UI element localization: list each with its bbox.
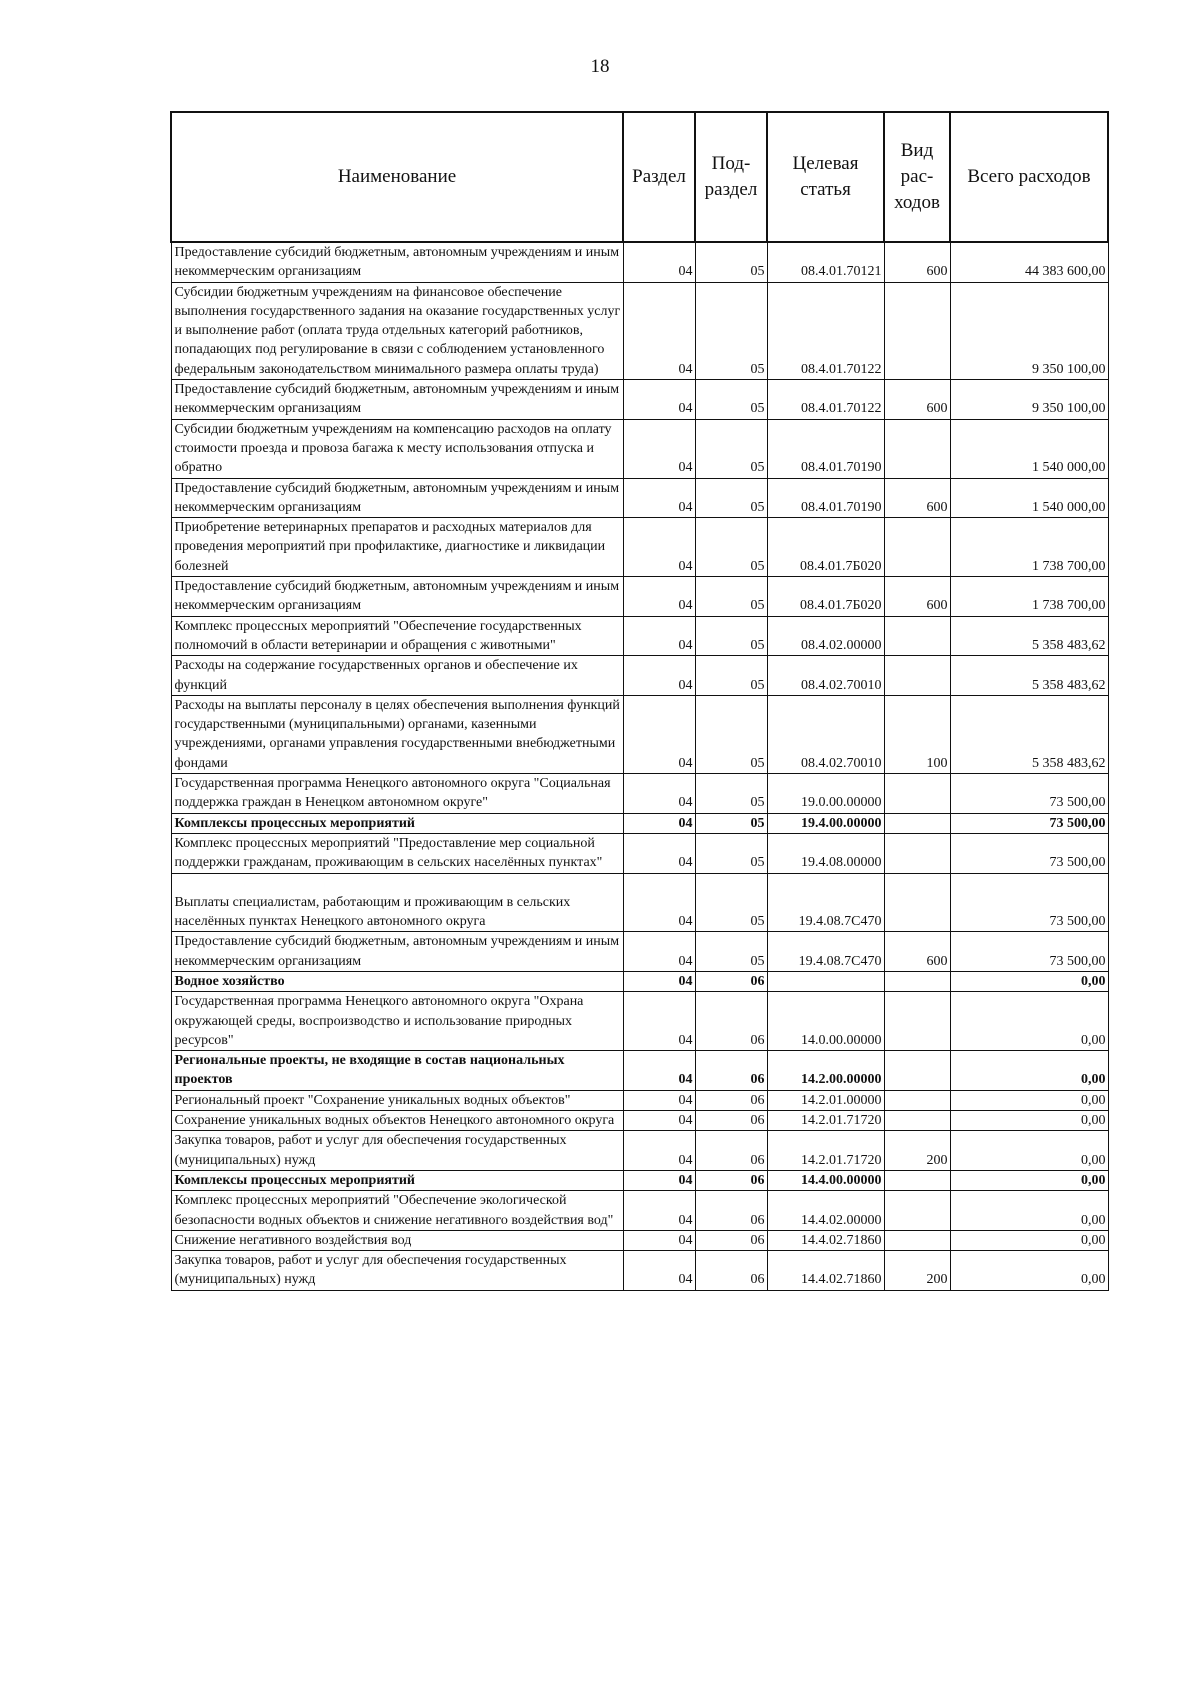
cell-subsection: 06 [695,971,767,991]
cell-subsection: 05 [695,656,767,696]
cell-subsection: 05 [695,774,767,814]
cell-section: 04 [623,656,695,696]
cell-section: 04 [623,1170,695,1190]
table-row [171,1251,1108,1291]
cell-total: 9 350 100,00 [950,380,1108,420]
cell-total: 0,00 [950,1251,1108,1291]
cell-total: 44 383 600,00 [950,242,1108,282]
cell-name: Государственная программа Ненецкого автономного округа "Социальная поддержка граждан в Ненецком автономном округе" [171,774,623,814]
cell-section: 04 [623,616,695,656]
cell-expense-type: 600 [884,242,950,282]
cell-total: 0,00 [950,1170,1108,1190]
cell-subsection: 06 [695,1090,767,1110]
cell-subsection: 06 [695,1051,767,1091]
cell-expense-type: 100 [884,695,950,773]
table-row [171,971,1108,991]
header-subsection: Под- раздел [695,112,767,242]
table-row [171,1111,1108,1131]
cell-total: 0,00 [950,971,1108,991]
cell-total: 1 540 000,00 [950,478,1108,518]
cell-target-article: 14.4.02.71860 [767,1230,884,1250]
cell-expense-type [884,971,950,991]
cell-section: 04 [623,1051,695,1091]
cell-name: Региональные проекты, не входящие в состав национальных проектов [171,1051,623,1091]
cell-section: 04 [623,1131,695,1171]
cell-name: Выплаты специалистам, работающим и проживающим в сельских населённых пунктах Ненецкого автономного округа [171,873,623,932]
table-row [171,813,1108,833]
cell-subsection: 06 [695,992,767,1051]
cell-name: Водное хозяйство [171,971,623,991]
cell-expense-type [884,833,950,873]
cell-total: 0,00 [950,1191,1108,1231]
cell-expense-type: 200 [884,1131,950,1171]
cell-expense-type [884,282,950,379]
cell-section: 04 [623,518,695,577]
cell-target-article: 14.2.01.00000 [767,1090,884,1110]
table-row [171,380,1108,420]
table-row [171,1191,1108,1231]
cell-section: 04 [623,833,695,873]
cell-name: Предоставление субсидий бюджетным, автономным учреждениям и иным некоммерческим организациям [171,242,623,282]
table-row [171,1170,1108,1190]
cell-total: 1 738 700,00 [950,518,1108,577]
cell-expense-type [884,1230,950,1250]
cell-target-article: 08.4.01.7Б020 [767,577,884,617]
cell-section: 04 [623,992,695,1051]
cell-target-article: 19.4.08.7С470 [767,932,884,972]
cell-expense-type [884,656,950,696]
cell-subsection: 05 [695,616,767,656]
cell-name: Комплексы процессных мероприятий [171,1170,623,1190]
cell-target-article: 19.4.08.00000 [767,833,884,873]
cell-total: 0,00 [950,992,1108,1051]
table-row [171,242,1108,282]
cell-target-article: 08.4.01.70122 [767,380,884,420]
cell-expense-type: 600 [884,577,950,617]
table-row [171,1051,1108,1091]
cell-expense-type [884,813,950,833]
table-row [171,992,1108,1051]
cell-expense-type: 600 [884,380,950,420]
cell-target-article: 08.4.01.70122 [767,282,884,379]
cell-subsection: 05 [695,932,767,972]
cell-subsection: 06 [695,1131,767,1171]
cell-total: 73 500,00 [950,932,1108,972]
cell-section: 04 [623,282,695,379]
table-row [171,282,1108,379]
cell-expense-type [884,419,950,478]
cell-section: 04 [623,1111,695,1131]
table-row [171,695,1108,773]
cell-expense-type [884,1170,950,1190]
cell-section: 04 [623,932,695,972]
cell-target-article: 14.4.00.00000 [767,1170,884,1190]
table-row [171,656,1108,696]
cell-target-article: 08.4.02.70010 [767,695,884,773]
cell-target-article: 19.0.00.00000 [767,774,884,814]
cell-total: 0,00 [950,1111,1108,1131]
table-row [171,518,1108,577]
cell-section: 04 [623,813,695,833]
header-section: Раздел [623,112,695,242]
cell-target-article [767,971,884,991]
cell-subsection: 06 [695,1230,767,1250]
cell-subsection: 05 [695,577,767,617]
cell-total: 0,00 [950,1051,1108,1091]
cell-total: 0,00 [950,1230,1108,1250]
cell-total: 5 358 483,62 [950,616,1108,656]
cell-section: 04 [623,1251,695,1291]
cell-total: 73 500,00 [950,813,1108,833]
cell-target-article: 14.2.01.71720 [767,1131,884,1171]
cell-subsection: 05 [695,419,767,478]
cell-subsection: 06 [695,1111,767,1131]
cell-section: 04 [623,478,695,518]
cell-target-article: 08.4.01.70190 [767,419,884,478]
cell-section: 04 [623,774,695,814]
cell-name: Комплекс процессных мероприятий "Обеспечение государственных полномочий в области ветеринарии и обращения с животными" [171,616,623,656]
table-row [171,833,1108,873]
table-row [171,616,1108,656]
cell-name: Приобретение ветеринарных препаратов и расходных материалов для проведения мероприятий при профилактике, диагностике и ликвидации болезней [171,518,623,577]
cell-name: Предоставление субсидий бюджетным, автономным учреждениям и иным некоммерческим организациям [171,932,623,972]
cell-expense-type [884,518,950,577]
cell-subsection: 06 [695,1191,767,1231]
cell-target-article: 08.4.02.00000 [767,616,884,656]
cell-section: 04 [623,695,695,773]
cell-name: Предоставление субсидий бюджетным, автономным учреждениям и иным некоммерческим организациям [171,577,623,617]
cell-target-article: 08.4.02.70010 [767,656,884,696]
budget-table [170,111,1109,1291]
cell-total: 1 738 700,00 [950,577,1108,617]
cell-section: 04 [623,971,695,991]
cell-subsection: 05 [695,873,767,932]
table-row [171,774,1108,814]
cell-target-article: 14.4.02.71860 [767,1251,884,1291]
cell-subsection: 05 [695,242,767,282]
header-name: Наименование [171,112,623,242]
cell-total: 0,00 [950,1090,1108,1110]
cell-expense-type [884,1090,950,1110]
page-number: 18 [590,56,610,77]
header-target-article: Целевая статья [767,112,884,242]
table-row [171,873,1108,932]
cell-name: Субсидии бюджетным учреждениям на финансовое обеспечение выполнения государственного задания на оказание государственных услуг и выполнение работ (оплата труда отдельных категорий работников, попадающих под регулирование в связи с соблюдением установленного федеральным законодательством минимального размера оплаты труда) [171,282,623,379]
cell-target-article: 08.4.01.70190 [767,478,884,518]
cell-total: 1 540 000,00 [950,419,1108,478]
cell-target-article: 08.4.01.70121 [767,242,884,282]
cell-section: 04 [623,577,695,617]
cell-target-article: 14.2.01.71720 [767,1111,884,1131]
cell-name: Расходы на содержание государственных органов и обеспечение их функций [171,656,623,696]
header-row [171,112,1108,242]
cell-total: 5 358 483,62 [950,695,1108,773]
cell-target-article: 19.4.08.7С470 [767,873,884,932]
cell-name: Субсидии бюджетным учреждениям на компенсацию расходов на оплату стоимости проезда и провоза багажа к месту использования отпуска и обратно [171,419,623,478]
table-body [171,242,1108,1290]
cell-subsection: 05 [695,518,767,577]
cell-expense-type [884,1191,950,1231]
cell-subsection: 05 [695,380,767,420]
cell-section: 04 [623,1230,695,1250]
cell-total: 73 500,00 [950,774,1108,814]
cell-expense-type [884,774,950,814]
cell-name: Снижение негативного воздействия вод [171,1230,623,1250]
cell-total: 0,00 [950,1131,1108,1171]
header-expense-type: Вид рас- ходов [884,112,950,242]
cell-name: Сохранение уникальных водных объектов Ненецкого автономного округа [171,1111,623,1131]
cell-expense-type [884,873,950,932]
table-row [171,1131,1108,1171]
cell-target-article: 14.0.00.00000 [767,992,884,1051]
table-row [171,478,1108,518]
header-total: Всего расходов [950,112,1108,242]
cell-subsection: 05 [695,282,767,379]
cell-target-article: 14.4.02.00000 [767,1191,884,1231]
cell-section: 04 [623,1191,695,1231]
cell-subsection: 05 [695,833,767,873]
cell-expense-type [884,1051,950,1091]
cell-expense-type: 600 [884,478,950,518]
table-row [171,419,1108,478]
table-row [171,932,1108,972]
cell-subsection: 05 [695,813,767,833]
cell-expense-type: 200 [884,1251,950,1291]
cell-section: 04 [623,380,695,420]
cell-name: Региональный проект "Сохранение уникальных водных объектов" [171,1090,623,1110]
cell-total: 73 500,00 [950,873,1108,932]
cell-target-article: 08.4.01.7Б020 [767,518,884,577]
cell-name: Комплексы процессных мероприятий [171,813,623,833]
cell-name: Государственная программа Ненецкого автономного округа "Охрана окружающей среды, воспроизводство и использование природных ресурсов" [171,992,623,1051]
table-header [171,112,1108,242]
cell-name: Комплекс процессных мероприятий "Предоставление мер социальной поддержки гражданам, проживающим в сельских населённых пунктах" [171,833,623,873]
cell-name: Расходы на выплаты персоналу в целях обеспечения выполнения функций государственными (муниципальными) органами, казенными учреждениями, органами управления государственными внебюджетными фондами [171,695,623,773]
cell-target-article: 19.4.00.00000 [767,813,884,833]
cell-section: 04 [623,419,695,478]
cell-expense-type: 600 [884,932,950,972]
cell-name: Комплекс процессных мероприятий "Обеспечение экологической безопасности водных объектов и снижение негативного воздействия вод" [171,1191,623,1231]
cell-name: Закупка товаров, работ и услуг для обеспечения государственных (муниципальных) нужд [171,1251,623,1291]
cell-total: 73 500,00 [950,833,1108,873]
cell-total: 9 350 100,00 [950,282,1108,379]
cell-subsection: 05 [695,695,767,773]
cell-section: 04 [623,1090,695,1110]
cell-name: Закупка товаров, работ и услуг для обеспечения государственных (муниципальных) нужд [171,1131,623,1171]
cell-subsection: 06 [695,1170,767,1190]
cell-total: 5 358 483,62 [950,656,1108,696]
cell-name: Предоставление субсидий бюджетным, автономным учреждениям и иным некоммерческим организациям [171,478,623,518]
cell-subsection: 05 [695,478,767,518]
cell-subsection: 06 [695,1251,767,1291]
cell-expense-type [884,992,950,1051]
cell-section: 04 [623,242,695,282]
cell-section: 04 [623,873,695,932]
table-row [171,1090,1108,1110]
cell-expense-type [884,616,950,656]
cell-name: Предоставление субсидий бюджетным, автономным учреждениям и иным некоммерческим организациям [171,380,623,420]
cell-expense-type [884,1111,950,1131]
table-row [171,1230,1108,1250]
table-row [171,577,1108,617]
cell-target-article: 14.2.00.00000 [767,1051,884,1091]
